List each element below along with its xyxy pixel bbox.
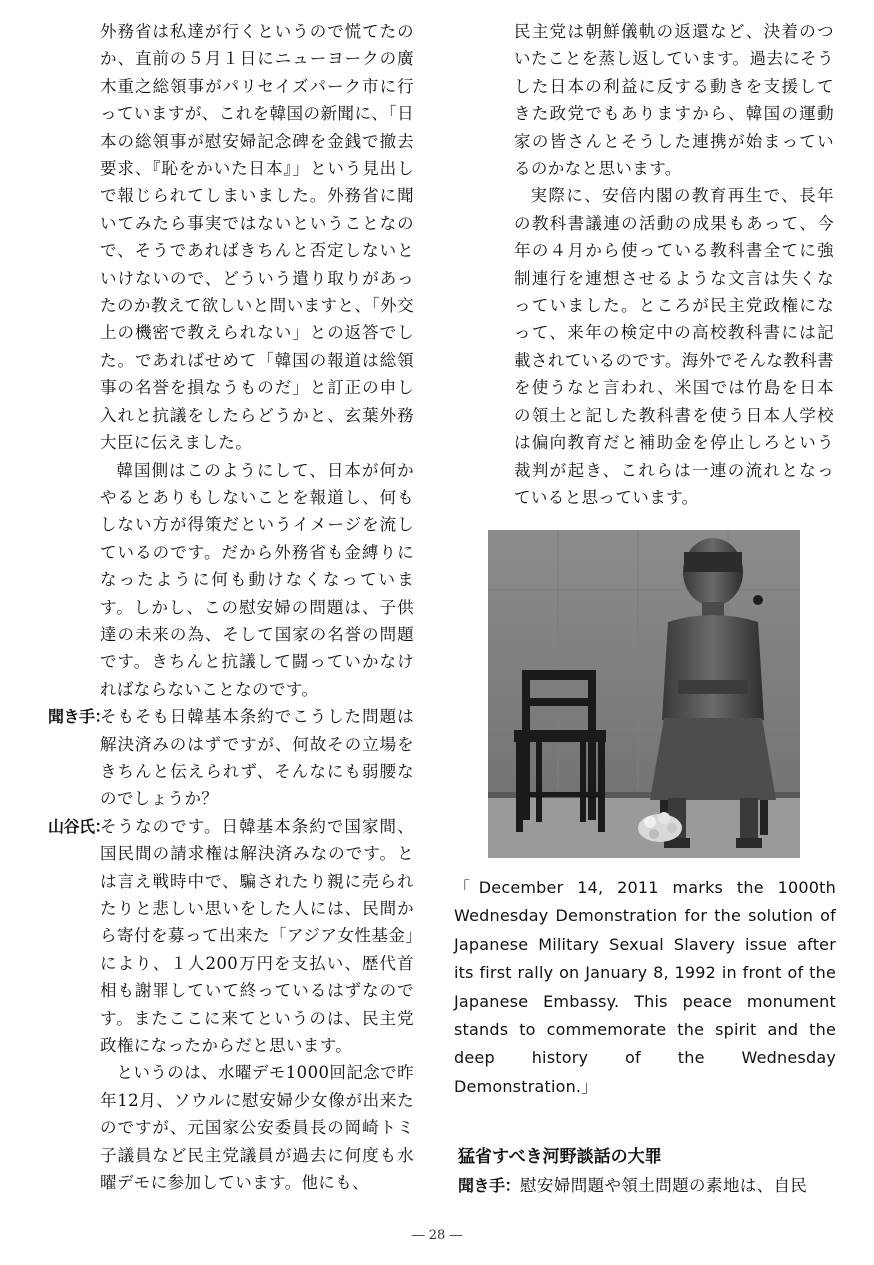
body-paragraph: 実際に、安倍内閣の教育再生で、長年の教科書議連の活動の成果もあって、今年の４月から使っている教科書全てに強制連行を連想させるような文言は失くなっていました。ところが民主党政権になって、来年の検定中の高校教科書には記載されているのです。海外でそんな教科書を使うなと言われ、米国では竹島を日本の領土と記した教科書を使う日本人学校は偏向教育だと補助金を停止しろという裁判が起き、これらは一連の流れとなっていると思っています。 xyxy=(514,186,834,507)
right-column xyxy=(456,18,834,511)
left-body-block xyxy=(48,18,414,703)
speaker-label-yamatani: 山谷氏： xyxy=(48,816,111,836)
right-body-block xyxy=(456,18,834,511)
body-paragraph: 民主党は朝鮮儀軌の返還など、決着のついたことを蒸し返しています。過去にそうした日本の利益に反する動きを支援してきた政党でもありますから、韓国の運動家の皆さんとそうした連携が始まっているのかなと思います。 xyxy=(514,22,834,179)
page-number: ― 28 ― xyxy=(411,1228,463,1243)
yamatani-answer xyxy=(48,813,414,1060)
answer-text: そうなのです。日韓基本条約で国家間、国民間の請求権は解決済みなのです。とは言え戦時中で、騙されたり親に売られたりと悲しい思いをした人には、民間から寄付を募って出来た「アジア女性基金」により、１人200万円を支払い、歴代首相も謝罪していて終っているはずなのです。またここに来てというのは、民主党政権になったからだと思います。 xyxy=(100,816,414,1056)
body-paragraph: 外務省は私達が行くというので慌てたのか、直前の５月１日にニューヨークの廣木重之総領事がパリセイズパーク市に行っていますが、これを韓国の新聞に、「日本の総領事が慰安婦記念碑を金銭で撤去要求、『恥をかいた日本』」という見出しで報じられてしまいました。外務省に聞いてみたら事実ではないということなので、そうであればきちんと否定しないといけないので、どういう遣り取りがあったのか教えて欲しいと問いますと、「外交上の機密で教えられない」との返答でした。であればせめて「韓国の報道は総領事の名誉を損なうものだ」と訂正の申し入れと抗議をしたらどうかと、玄葉外務大臣に伝えました。 xyxy=(100,22,414,453)
photo-caption: 「December 14, 2011 marks the 1000th Wednesday Demonstration for the solution of Japanese Military Sexual Slavery issue after its first rally on January 8, 1992 in front of the Japanese Embassy. This peace monument stands to commemorate the spirit and the deep history of the Wednesday Demonstration.」 xyxy=(454,878,836,1096)
interviewer-question xyxy=(48,703,414,813)
left-column xyxy=(48,18,414,1196)
body-paragraph: というのは、水曜デモ1000回記念で昨年12月、ソウルに慰安婦少女像が出来たのですが、元国家公安委員長の岡崎トミ子議員など民主党議員が過去に何度も水曜デモに参加しています。他にも、 xyxy=(100,1063,414,1193)
body-paragraph: 韓国側はこのようにして、日本が何かやるとありもしないことを報道し、何もしない方が得策だというイメージを流しているのです。だから外務省も金縛りになったように何も動けなくなっています。しかし、この慰安婦の問題は、子供達の未来の為、そして国家の名誉の問題です。きちんと抗議して闘っていかなければならないことなのです。 xyxy=(100,460,414,699)
question-text: そもそも日韓基本条約でこうした問題は解決済みのはずですが、何故その立場をきちんと伝えられず、そんなにも弱腰なのでしょうか？ xyxy=(100,707,414,809)
statue-photo-image xyxy=(488,530,800,858)
speaker-label-interviewer: 聞き手： xyxy=(458,1176,521,1195)
speaker-label-interviewer: 聞き手： xyxy=(48,707,111,727)
statue-photo xyxy=(488,530,800,858)
left-body-block-2 xyxy=(48,1059,414,1196)
question-text: 慰安婦問題や領土問題の素地は、自民 xyxy=(520,1176,808,1195)
interviewer-question-bottom xyxy=(458,1172,834,1199)
section-heading: 猛省すべき河野談話の大罪 xyxy=(458,1147,662,1167)
